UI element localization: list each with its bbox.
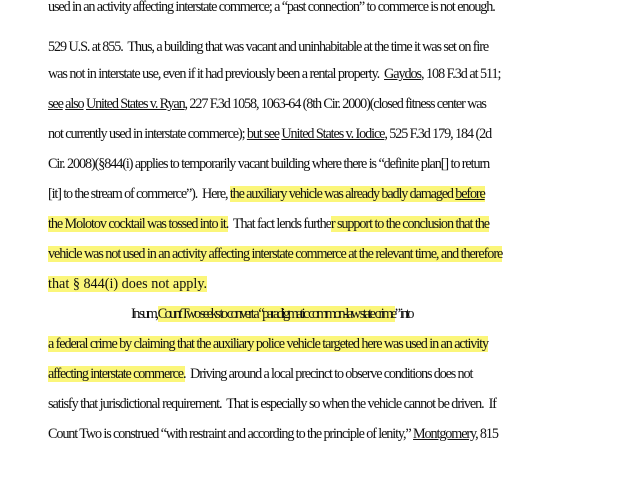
underlined-citation: United States v. Iodice	[281, 126, 385, 142]
text-run: 529 U.S. at 855. Thus, a building that was vacant and uninhabitable at the time it was set on fire	[48, 39, 489, 55]
text-line	[48, 154, 640, 174]
highlighted-text: Count Two seeks to convert a “paradigmatic common-law state crime	[157, 306, 395, 322]
text-line	[48, 64, 640, 84]
text-run: satisfy that jurisdictional requirement. That is especially so when the vehicle cannot be driven. If	[48, 396, 496, 412]
text-run: Count Two is construed “with restraint and according to the principle of lenity,”	[48, 426, 414, 442]
highlighted-text: r support to the conclusion that the	[330, 216, 489, 232]
text-run: , 815	[475, 426, 498, 442]
text-run: , 525 F.3d 179, 184 (2d	[384, 126, 492, 142]
text-run: used in an activity affecting interstate commerce; a “past connection” to commerce is not enough.	[48, 0, 495, 15]
text-run: ” into	[394, 306, 413, 322]
text-line	[48, 214, 640, 234]
underlined-citation: Gaydos	[384, 66, 422, 82]
text-line	[48, 94, 640, 114]
text-line	[48, 244, 640, 264]
text-run: , 227 F.3d 1058, 1063-64 (8th Cir. 2000)(closed fitness center was	[184, 96, 486, 112]
highlighted-text: vehicle was not used in an activity affecting interstate commerce at the relevant time, and therefore	[48, 246, 503, 262]
text-run: , 108 F.3d at 511;	[421, 66, 501, 82]
underlined-citation: Montgomery	[413, 426, 476, 442]
underlined-citation: see	[48, 96, 63, 112]
text-run: not currently used in interstate commerce);	[48, 126, 247, 142]
text-line	[131, 304, 640, 324]
highlighted-text: the auxiliary vehicle was already badly damaged	[229, 186, 456, 202]
text-line	[48, 334, 640, 354]
text-line	[48, 424, 640, 444]
highlighted-text: the Molotov cocktail was tossed into it.	[48, 216, 229, 232]
text-line	[48, 37, 640, 57]
text-line	[48, 124, 640, 144]
underlined-citation: also	[65, 96, 84, 112]
underlined-citation: but see	[246, 126, 279, 142]
text-line	[48, 364, 640, 384]
highlighted-text: that § 844(i) does not apply.	[48, 276, 208, 292]
text-run: In sum,	[131, 306, 158, 322]
text-line	[48, 184, 640, 204]
text-line	[48, 0, 640, 17]
text-run: [it] to the stream of commerce”). Here,	[48, 186, 230, 202]
underlined-citation: United States v. Ryan	[85, 96, 185, 112]
highlighted-text: affecting interstate commerce.	[48, 366, 186, 382]
text-run: That fact lends furthe	[228, 216, 331, 232]
text-run: was not in interstate use, even if it had previously been a rental property.	[48, 66, 385, 82]
text-line	[48, 274, 640, 294]
text-line	[48, 394, 640, 414]
text-run: Driving around a local precinct to observe conditions does not	[185, 366, 473, 382]
highlighted-text: before	[455, 186, 485, 202]
text-run: Cir. 2008)(§844(i) applies to temporarily vacant building where there is “definite plan[] to return	[48, 156, 490, 172]
highlighted-text: a federal crime by claiming that the auxiliary police vehicle targeted here was used in an activity	[48, 336, 489, 352]
